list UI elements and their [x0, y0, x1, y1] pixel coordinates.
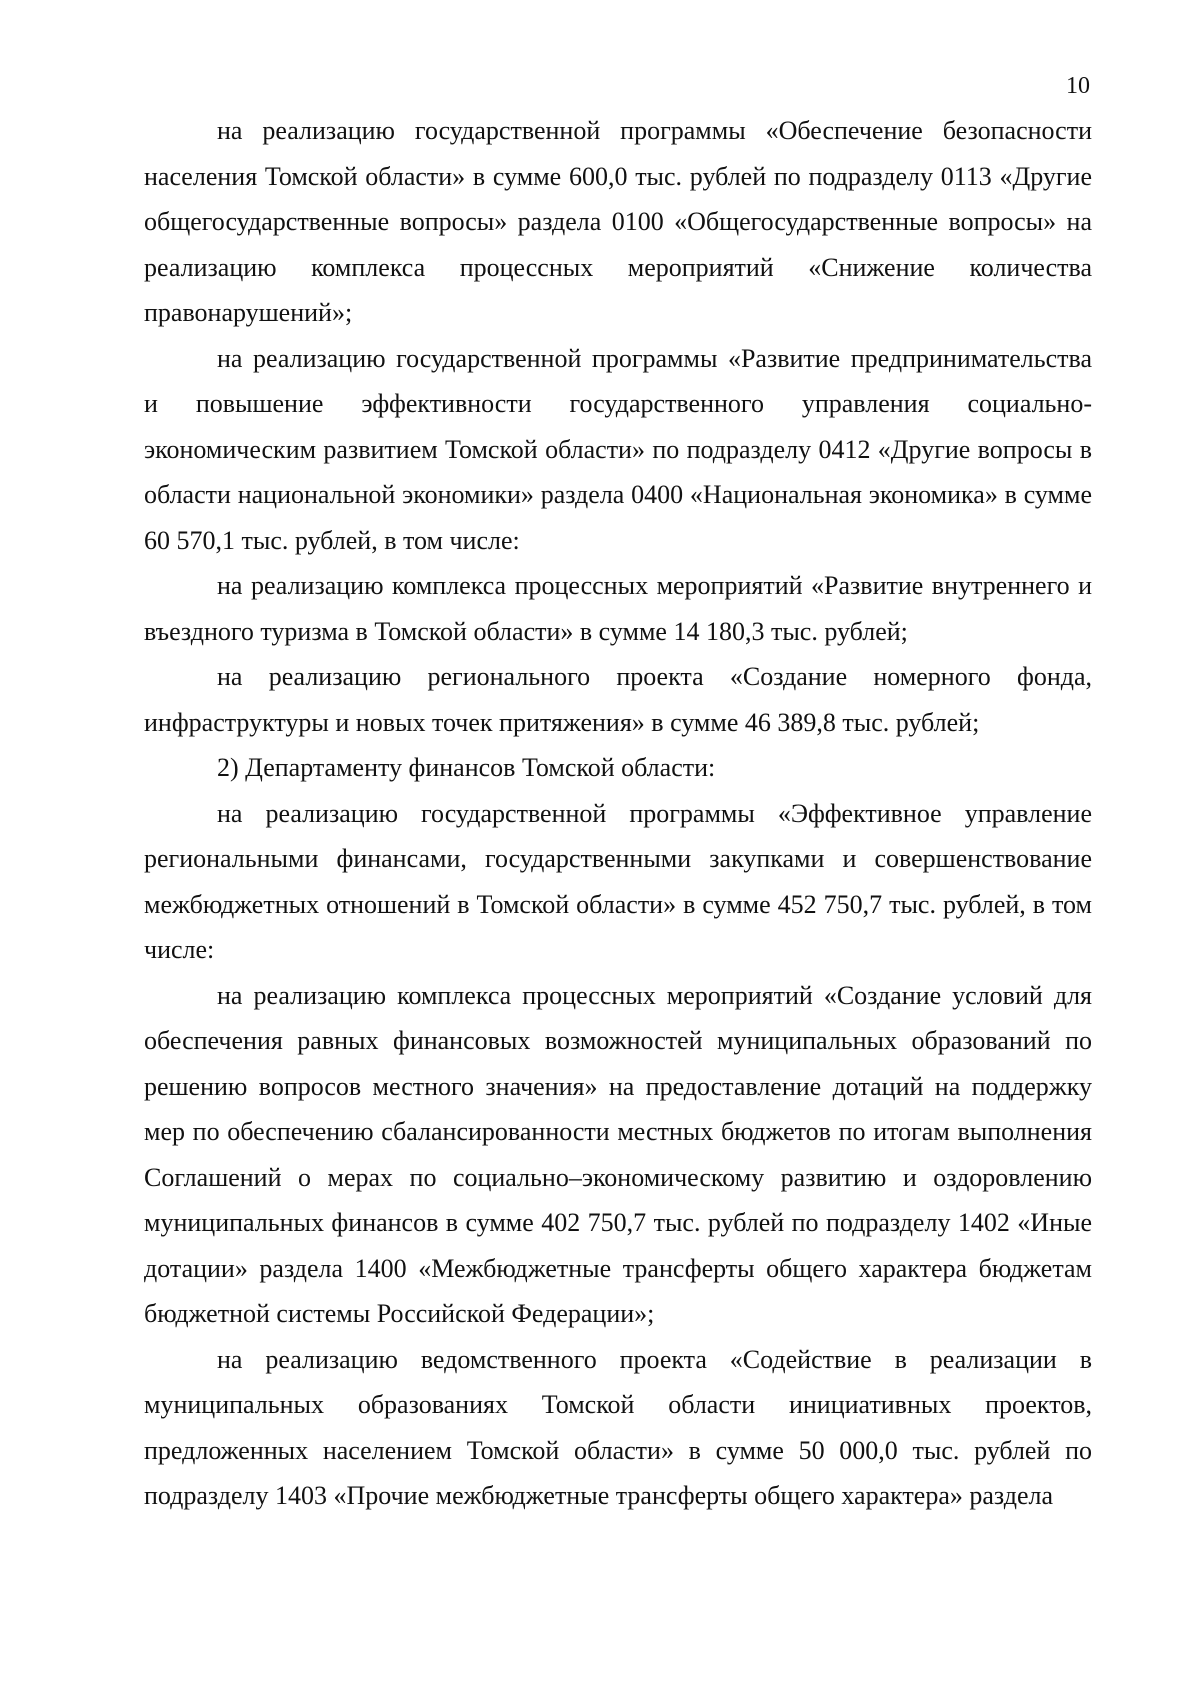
- document-body: [144, 108, 1092, 1519]
- paragraph-3: на реализацию комплекса процессных мероприятий «Развитие внутреннего и въездного туризма в Томской области» в сумме 14 180,3 тыс. рублей;: [144, 571, 1092, 646]
- paragraph-8: на реализацию ведомственного проекта «Содействие в реализации в муниципальных образованиях Томской области инициативных проектов, предложенных населением Томской области» в сумме 50 000,0 тыс. рублей по подразделу 1403 «Прочие межбюджетные трансферты общего характера» раздела: [144, 1344, 1092, 1510]
- page-number: 10: [1066, 73, 1090, 99]
- paragraph-7: на реализацию комплекса процессных мероприятий «Создание условий для обеспечения равных финансовых возможностей муниципальных образований по решению вопросов местного значения» на предоставление дотаций на поддержку мер по обеспечению сбалансированности местных бюджетов по итогам выполнения Соглашений о мерах по социально–экономическому развитию и оздоровлению муниципальных финансов в сумме 402 750,7 тыс. рублей по подразделу 1402 «Иные дотации» раздела 1400 «Межбюджетные трансферты общего характера бюджетам бюджетной системы Российской Федерации»;: [144, 980, 1092, 1328]
- paragraph-1: на реализацию государственной программы «Обеспечение безопасности населения Томской области» в сумме 600,0 тыс. рублей по подразделу 0113 «Другие общегосударственные вопросы» раздела 0100 «Общегосударственные вопросы» на реализацию комплекса процессных мероприятий «Снижение количества правонарушений»;: [144, 116, 1092, 327]
- paragraph-2: на реализацию государственной программы «Развитие предпринимательства и повышение эффективности государственного управления социально-экономическим развитием Томской области» по подразделу 0412 «Другие вопросы в области национальной экономики» раздела 0400 «Национальная экономика» в сумме 60 570,1 тыс. рублей, в том числе:: [144, 343, 1092, 555]
- paragraph-5: 2) Департаменту финансов Томской области:: [217, 753, 716, 782]
- paragraph-6: на реализацию государственной программы «Эффективное управление региональными финансами, государственными закупками и совершенствование межбюджетных отношений в Томской области» в сумме 452 750,7 тыс. рублей, в том числе:: [144, 798, 1092, 964]
- paragraph-4: на реализацию регионального проекта «Создание номерного фонда, инфраструктуры и новых точек притяжения» в сумме 46 389,8 тыс. рублей;: [144, 662, 1092, 737]
